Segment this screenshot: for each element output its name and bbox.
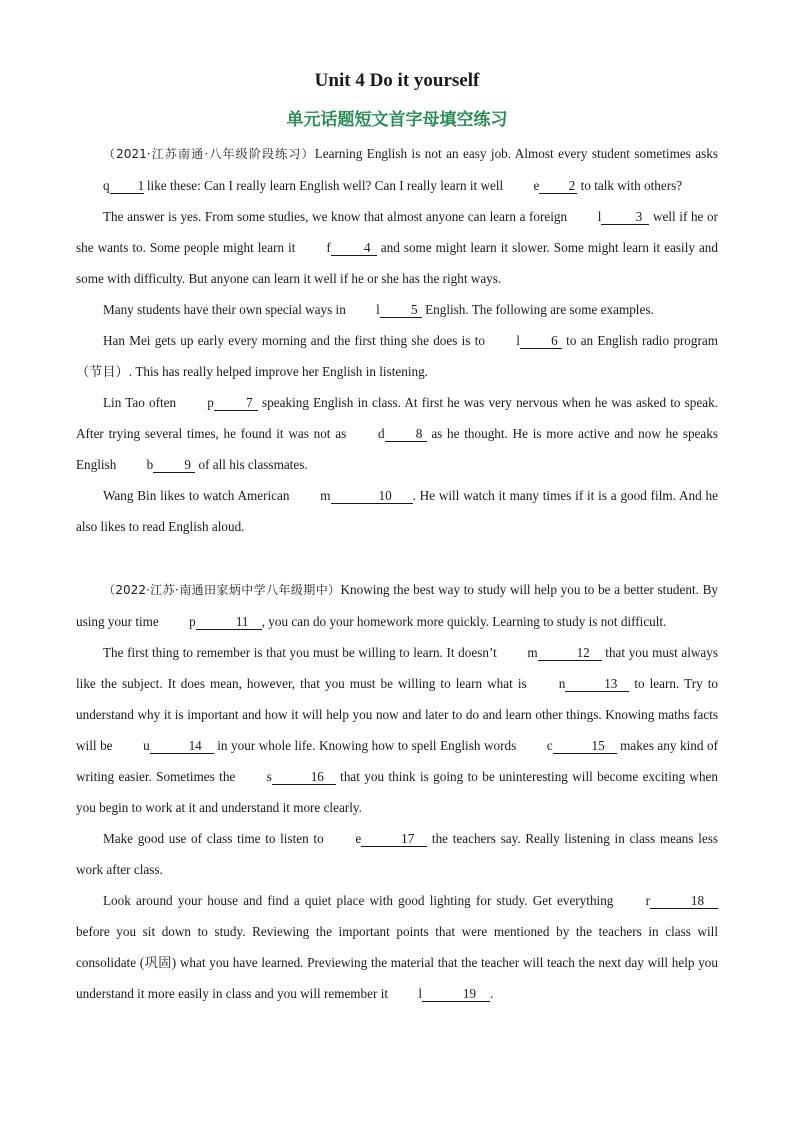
passage2-source: （2022·江苏·南通田家炳中学八年级期中） [103, 583, 341, 597]
page-title: Unit 4 Do it yourself [314, 70, 480, 91]
text: The first thing to remember is that you must be willing to learn. It doesn’t [103, 645, 501, 660]
blank-number: 17 [361, 832, 427, 847]
blank-letter: s [266, 769, 272, 784]
text: Many students have their own special ways in [103, 302, 350, 317]
text: well if he or she wants to. Some people might learn it [76, 209, 718, 255]
blank-number: 5 [380, 303, 422, 318]
blank-18 [619, 885, 718, 916]
blank-letter: n [558, 676, 566, 691]
blank-12 [500, 637, 601, 668]
blank-6 [489, 325, 562, 356]
blank-letter: r [645, 893, 650, 908]
blank-number: 8 [385, 427, 427, 442]
blank-4 [299, 232, 376, 263]
page-subtitle: 单元话题短文首字母填空练习 [286, 110, 508, 130]
blank-letter: e [355, 831, 362, 846]
passage2-paragraph-2 [76, 637, 718, 823]
text: Lin Tao often [103, 395, 181, 410]
text: before you sit down to study. Reviewing the important points that were mentioned by the teachers in class will consolidate (巩固) what you have learned. Previewing the material that the teacher will teach the next day will help you understand it more easily in class and you will remember it [76, 924, 718, 1001]
blank-number: 15 [553, 739, 617, 754]
text: in your whole life. Knowing how to spell English words [213, 738, 520, 753]
text: that you think is going to be uninteresting will become exciting when you begin to work at it and understand it more clearly. [76, 769, 718, 815]
blank-number: 12 [538, 646, 602, 661]
text: to an English radio program（节目）. This has really helped improve her English in listening. [76, 333, 718, 379]
text: . He will watch it many times if it is a good film. And he also likes to read English aloud. [76, 488, 718, 534]
passage1-paragraph-5 [76, 387, 718, 480]
passage1-source: （2021·江苏南通·八年级阶段练习） [103, 147, 315, 161]
passage2-paragraph-3 [76, 823, 718, 885]
blank-letter: u [143, 738, 150, 753]
blank-5 [349, 294, 422, 325]
blank-2 [507, 170, 578, 201]
blank-19 [391, 978, 490, 1009]
text: of all his classmates. [195, 457, 308, 472]
blank-number: 4 [331, 241, 377, 256]
text: to learn. Try to understand why it is important and how it will help you now and later to do and learn other things. Knowing maths facts will be [76, 676, 718, 753]
blank-letter: b [146, 457, 154, 472]
blank-11 [162, 606, 262, 637]
blank-16 [240, 761, 336, 792]
blank-13 [532, 668, 630, 699]
blank-number: 2 [539, 179, 577, 194]
text: and some might learn it slower. Some might learn it easily and some with difficulty. But anyone can learn it well if he or she has the right ways. [76, 240, 718, 286]
passage1-paragraph-6 [76, 480, 718, 542]
passage2-paragraph-1 [76, 574, 718, 637]
section-spacer [76, 542, 718, 574]
blank-letter: p [189, 614, 196, 629]
blank-number: 19 [422, 987, 490, 1002]
text: like these: Can I really learn English well? Can I really learn it well [143, 178, 507, 193]
blank-10 [293, 480, 412, 511]
blank-9 [120, 449, 196, 480]
blank-letter: m [527, 645, 538, 660]
text: to talk with others? [577, 178, 683, 193]
blank-number: 7 [214, 396, 258, 411]
blank-letter: d [377, 426, 385, 441]
text: The answer is yes. From some studies, we know that almost anyone can learn a foreign [103, 209, 571, 224]
passage1-paragraph-1 [76, 138, 718, 201]
blank-number: 1 [110, 179, 144, 194]
blank-letter: l [376, 302, 380, 317]
text: the teachers say. Really listening in class means less work after class. [76, 831, 718, 877]
passage2-paragraph-4 [76, 885, 718, 1009]
passage1-paragraph-3 [76, 294, 718, 325]
blank-letter: m [320, 488, 331, 503]
blank-letter: p [207, 395, 214, 410]
blank-1 [76, 170, 144, 201]
blank-number: 10 [331, 489, 413, 504]
blank-number: 3 [601, 210, 649, 225]
blank-number: 9 [153, 458, 195, 473]
passage1-paragraph-2 [76, 201, 718, 294]
text: Wang Bin likes to watch American [103, 488, 294, 503]
text: Han Mei gets up early every morning and the first thing she does is to [103, 333, 490, 348]
blank-letter: e [533, 178, 540, 193]
passage1-paragraph-4 [76, 325, 718, 387]
blank-letter: l [516, 333, 520, 348]
blank-letter: l [418, 986, 422, 1001]
blank-3 [571, 201, 650, 232]
blank-number: 6 [520, 334, 562, 349]
blank-letter: l [597, 209, 602, 224]
blank-8 [351, 418, 427, 449]
blank-15 [520, 730, 617, 761]
text: makes any kind of writing easier. Sometimes the [76, 738, 718, 784]
text: , you can do your homework more quickly. Learning to study is not difficult. [261, 614, 667, 629]
blank-number: 13 [565, 677, 629, 692]
blank-7 [180, 387, 258, 418]
text: Look around your house and find a quiet place with good lighting for study. Get everything [103, 893, 619, 908]
blank-letter: c [546, 738, 553, 753]
text: speaking English in class. At first he was very nervous when he was asked to speak. After trying several times, he found it was not as [76, 395, 718, 441]
blank-number: 11 [196, 615, 262, 630]
blank-14 [116, 730, 214, 761]
blank-number: 14 [150, 739, 214, 754]
blank-letter: q [103, 178, 110, 193]
blank-letter: f [326, 240, 331, 255]
worksheet-page [76, 68, 718, 1009]
text: English. The following are some examples. [421, 302, 654, 317]
blank-number: 16 [272, 770, 336, 785]
text: that you must always like the subject. It does mean, however, that you must be willing to learn what is [76, 645, 718, 691]
text: Knowing the best way to study will help you to be a better student. By using your time [76, 582, 719, 629]
text: Learning English is not an easy job. Almost every student sometimes asks [314, 146, 718, 161]
blank-17 [328, 823, 427, 854]
blank-number: 18 [650, 894, 718, 909]
text: as he thought. He is more active and now he speaks English [76, 426, 718, 472]
text: . [490, 986, 494, 1001]
text: Make good use of class time to listen to [103, 831, 329, 846]
